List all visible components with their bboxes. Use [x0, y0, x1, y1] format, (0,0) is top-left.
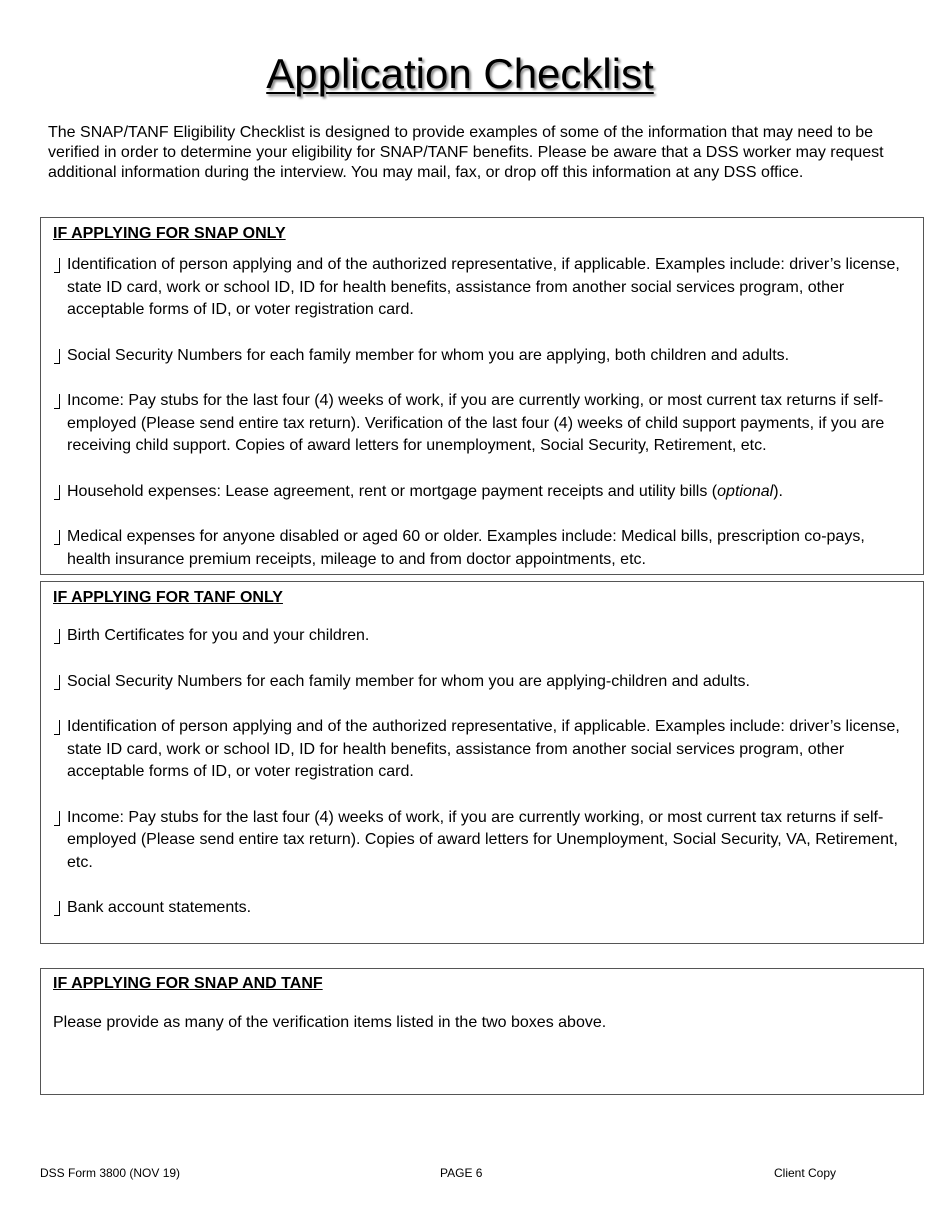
optional-close: ).	[773, 482, 783, 500]
tanf-checklist-item	[53, 625, 911, 648]
snap-checklist-item	[53, 390, 911, 458]
copy-label: Client Copy	[774, 1166, 837, 1180]
snap-and-tanf-heading: IF APPLYING FOR SNAP AND TANF	[53, 975, 323, 992]
form-number: DSS Form 3800 (NOV 19)	[40, 1166, 181, 1180]
item-text: Identification of person applying and of the authorized representative, if applicable. Examples include: driver’s license, state ID card, work or school ID, ID for health benefits, assistance from another social services program, other acceptable forms of ID, or voter registration card.	[67, 718, 900, 780]
tanf-only-section	[40, 581, 924, 944]
item-text: Medical expenses for anyone disabled or aged 60 or older. Examples include: Medical bills, prescription co-pays, health insurance premium receipts, mileage to and from doctor appointments, etc.	[67, 528, 865, 568]
tanf-only-heading: IF APPLYING FOR TANF ONLY	[53, 589, 283, 606]
item-text: Income: Pay stubs for the last four (4) weeks of work, if you are currently working, or most current tax returns if self-employed (Please send entire tax return). Verification of the last four (4) weeks of child support payments, if you are receiving child support. Copies of award letters for unemployment, Social Security, Retirement, etc.	[67, 392, 885, 454]
tanf-checklist-item	[53, 671, 911, 694]
optional-label: optional	[717, 482, 774, 500]
snap-checklist-item	[53, 481, 911, 504]
item-text: Income: Pay stubs for the last four (4) weeks of work, if you are currently working, or most current tax returns if self-employed (Please send entire tax return). Copies of award letters for Unemployment, Social Security, VA, Retirement, etc.	[67, 808, 898, 871]
snap-and-tanf-text: Please provide as many of the verification items listed in the two boxes above.	[53, 1014, 607, 1031]
item-text: Birth Certificates for you and your children.	[67, 627, 370, 644]
snap-and-tanf-section	[40, 968, 924, 1095]
item-text: Social Security Numbers for each family member for whom you are applying, both children and adults.	[67, 346, 790, 364]
snap-only-heading: IF APPLYING FOR SNAP ONLY	[53, 225, 286, 242]
item-text-main: Household expenses: Lease agreement, rent or mortgage payment receipts and utility bills (	[67, 482, 718, 500]
item-text: Social Security Numbers for each family member for whom you are applying-children and adults.	[67, 672, 750, 690]
item-text: Identification of person applying and of the authorized representative, if applicable. Examples include: driver’s license, state ID card, work or school ID, ID for health benefits, assistance from another social services program, other acceptable forms of ID, or voter registration card.	[67, 256, 900, 318]
item-text	[67, 481, 911, 504]
tanf-checklist-item	[53, 897, 911, 920]
snap-checklist-item	[53, 254, 911, 322]
tanf-checklist-item	[53, 716, 911, 784]
intro-paragraph: The SNAP/TANF Eligibility Checklist is designed to provide examples of some of the information that may need to be verified in order to determine your eligibility for SNAP/TANF benefits. Please be aware that a DSS worker may request additional information during the interview. You may mail, fax, or drop off this information at any DSS office.	[48, 124, 884, 181]
snap-only-section	[40, 217, 924, 575]
item-text: Bank account statements.	[67, 899, 252, 916]
snap-checklist-item	[53, 345, 911, 368]
tanf-checklist-item	[53, 807, 911, 875]
snap-checklist-item	[53, 526, 911, 571]
page-title: Application Checklist	[266, 50, 654, 97]
page-number: PAGE 6	[440, 1166, 483, 1180]
